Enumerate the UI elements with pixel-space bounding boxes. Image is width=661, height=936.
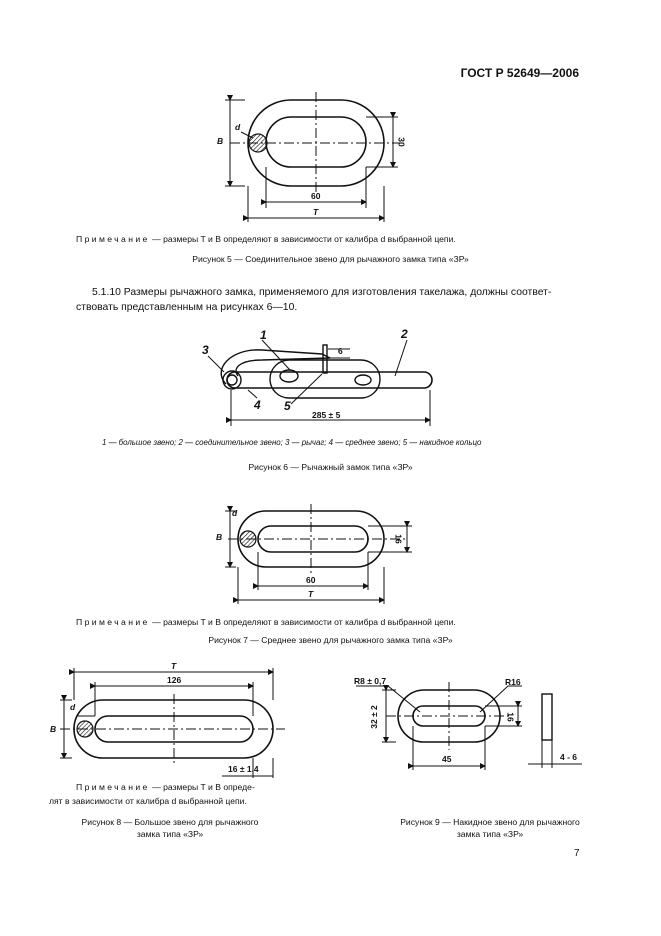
fig8-dim-width: 16 ± 1,4 bbox=[228, 764, 259, 774]
fig6-callout-2: 2 bbox=[401, 327, 408, 341]
page-number: 7 bbox=[574, 848, 580, 859]
fig6-callout-1: 1 bbox=[260, 328, 267, 342]
fig6-dim-length: 285 ± 5 bbox=[312, 410, 341, 420]
fig7-dim-height: 16 bbox=[393, 534, 404, 544]
fig7-drawing bbox=[225, 504, 412, 604]
fig5-note-text: — размеры T и B определяют в зависимости от калибра d выбранной цепи. bbox=[152, 234, 456, 244]
fig7-note-text: — размеры T и B определяют в зависимости от калибра d выбранной цепи. bbox=[152, 617, 456, 627]
fig8-dim-d: d bbox=[70, 702, 76, 712]
fig5-drawing bbox=[225, 92, 400, 222]
fig8-dim-inner: 126 bbox=[167, 675, 182, 685]
fig8-dim-b: B bbox=[50, 724, 57, 734]
fig9-caption-1: Рисунок 9 — Накидное звено для рычажного bbox=[400, 817, 580, 827]
fig7-dim-b: B bbox=[216, 532, 223, 542]
fig9-caption-2: замка типа «ЗР» bbox=[456, 829, 524, 839]
fig9-dim-inner-height: 16 bbox=[505, 712, 516, 722]
fig8-note-text-1: — размеры T и B опреде- bbox=[152, 782, 255, 792]
fig6-callout-4: 4 bbox=[254, 398, 261, 412]
fig7-note bbox=[76, 617, 456, 627]
fig5-note-label: Примечание bbox=[76, 234, 150, 244]
fig5-dim-t: T bbox=[313, 207, 319, 217]
fig7-caption: Рисунок 7 — Среднее звено для рычажного замка типа «ЗР» bbox=[208, 635, 453, 645]
fig6-legend: 1 — большое звено; 2 — соединительное звено; 3 — рычаг; 4 — среднее звено; 5 — накидное кольцо bbox=[102, 438, 482, 447]
fig9-drawing bbox=[356, 682, 582, 770]
paragraph-line-1: 5.1.10 Размеры рычажного замка, применяемого для изготовления такелажа, должны соответ- bbox=[92, 287, 552, 298]
fig5-note bbox=[76, 234, 456, 244]
fig9-dim-thickness: 4 - 6 bbox=[560, 752, 578, 762]
paragraph-line-2: ствовать представленным на рисунках 6—10. bbox=[76, 302, 298, 313]
fig5-dim-b: B bbox=[217, 136, 224, 146]
fig7-note-label: Примечание bbox=[76, 617, 150, 627]
document-id: ГОСТ Р 52649—2006 bbox=[460, 66, 579, 80]
fig8-note-label: Примечание bbox=[76, 782, 150, 792]
fig6-dim-small: 6 bbox=[338, 346, 343, 356]
fig9-dim-inner-radius: R8 ± 0,7 bbox=[354, 676, 387, 686]
fig7-dim-t: T bbox=[308, 589, 314, 599]
fig5-dim-height: 30 bbox=[396, 137, 407, 147]
fig9-dim-height: 32 ± 2 bbox=[368, 705, 379, 729]
fig6-callout-3: 3 bbox=[202, 343, 209, 357]
fig5-caption: Рисунок 5 — Соединительное звено для рычажного замка типа «ЗР» bbox=[192, 254, 469, 264]
fig9-dim-width: 45 bbox=[442, 754, 452, 764]
fig8-note-text-2: лят в зависимости от калибра d выбранной цепи. bbox=[49, 796, 247, 806]
fig8-note-line-1 bbox=[76, 782, 255, 792]
fig6-callout-5: 5 bbox=[284, 399, 291, 413]
fig7-dim-d: d bbox=[232, 508, 238, 518]
fig6-caption: Рисунок 6 — Рычажный замок типа «ЗР» bbox=[248, 462, 413, 472]
fig8-dim-t: T bbox=[171, 661, 177, 671]
fig9-dim-outer-radius: R16 bbox=[505, 677, 521, 687]
fig7-dim-inner: 60 bbox=[306, 575, 316, 585]
fig8-caption-1: Рисунок 8 — Большое звено для рычажного bbox=[81, 817, 259, 827]
fig5-dim-d: d bbox=[235, 122, 241, 132]
fig8-caption-2: замка типа «ЗР» bbox=[136, 829, 204, 839]
fig5-dim-inner: 60 bbox=[311, 191, 321, 201]
